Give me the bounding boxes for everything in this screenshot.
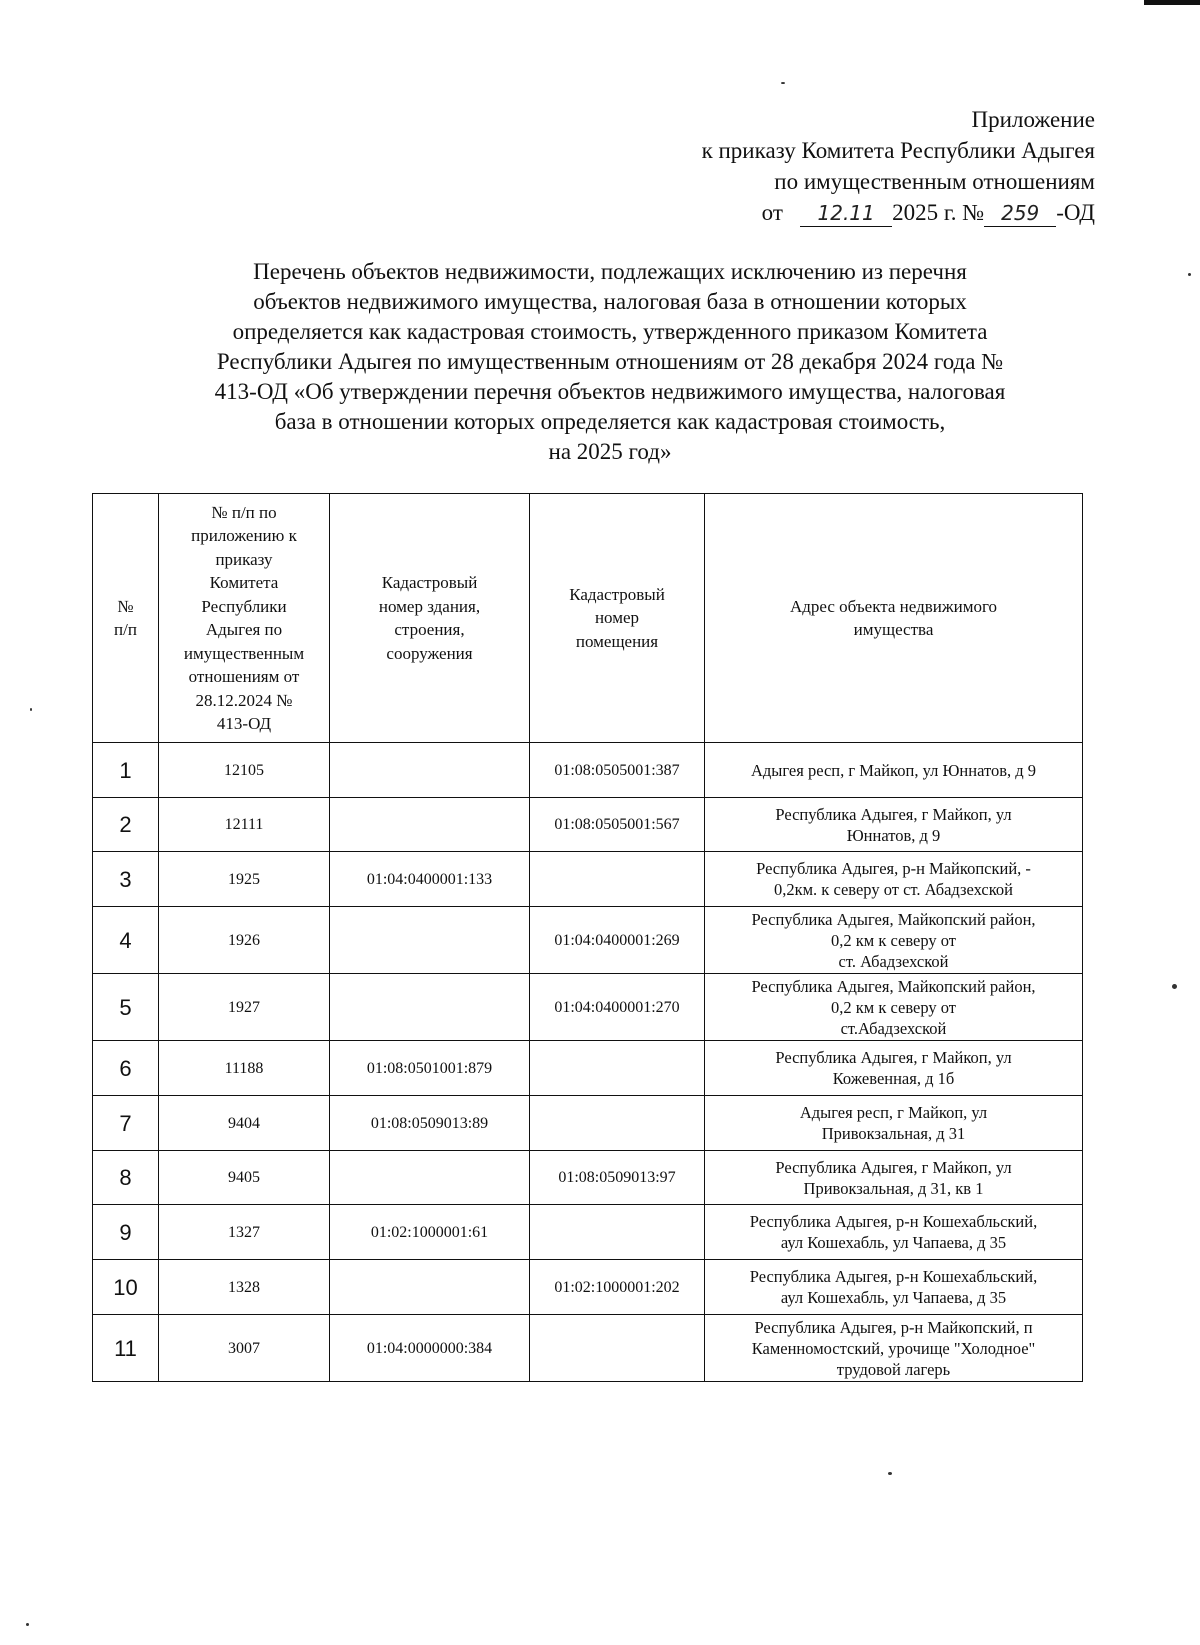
header-appendix-line: приказу (215, 549, 273, 569)
title-line: Республики Адыгея по имущественным отношениям от 28 декабря 2024 года № (216, 349, 1004, 374)
header-address-line: Адрес объекта недвижимого (789, 596, 998, 616)
header-room-line: Кадастровый (569, 584, 665, 604)
title-line: база в отношении которых определяется как кадастровая стоимость, (274, 409, 946, 434)
row-num: 11 (93, 1315, 159, 1382)
table-row (93, 798, 1083, 852)
header-building-cadastral (330, 494, 530, 743)
header-address (705, 494, 1083, 743)
row-num: 5 (93, 974, 159, 1041)
row-building-cadastral (330, 974, 530, 1041)
header-building-line: строения, (394, 620, 465, 639)
row-address-line: аул Кошехабль, ул Чапаева, д 35 (780, 1288, 1007, 1307)
row-room-cadastral: 01:08:0505001:567 (530, 798, 705, 852)
header-room-line: помещения (575, 631, 659, 651)
row-address-line: Республика Адыгея, р-н Кошехабльский, (749, 1267, 1038, 1286)
header-num-line: № (117, 596, 134, 616)
row-room-cadastral: 01:08:0505001:387 (530, 743, 705, 798)
property-registry-table (92, 493, 1083, 1382)
header-num (93, 494, 159, 743)
row-address-line: Республика Адыгея, г Майкоп, ул (775, 804, 1012, 824)
header-address-line: имущества (853, 620, 934, 639)
row-building-cadastral (330, 798, 530, 852)
row-room-cadastral (530, 1205, 705, 1260)
scan-speck (26, 1623, 29, 1626)
row-room-cadastral (530, 1041, 705, 1096)
row-building-cadastral: 01:08:0501001:879 (330, 1041, 530, 1096)
appendix-header-line-3: по имущественным отношениям (774, 169, 1095, 194)
table-row (93, 1315, 1083, 1382)
row-building-cadastral: 01:04:0400001:133 (330, 852, 530, 907)
row-num: 1 (93, 743, 159, 798)
row-address-line: Республика Адыгея, Майкопский район, (751, 909, 1036, 929)
row-num: 4 (93, 907, 159, 974)
row-appendix-num: 3007 (159, 1315, 330, 1382)
table-row (93, 1096, 1083, 1151)
header-appendix-line: имущественным (183, 643, 305, 663)
row-building-cadastral: 01:04:0000000:384 (330, 1315, 530, 1382)
from-label: от (761, 200, 783, 225)
row-num: 9 (93, 1205, 159, 1260)
row-address-line: 0,2 км к северу от (831, 930, 956, 950)
row-appendix-num: 1328 (159, 1260, 330, 1315)
header-building-line: Кадастровый (381, 573, 478, 592)
row-address (705, 1260, 1083, 1315)
row-appendix-num: 11188 (159, 1041, 330, 1096)
table-row (93, 852, 1083, 907)
scan-speck (781, 82, 785, 84)
row-address-line: Юннатов, д 9 (846, 825, 941, 845)
row-appendix-num: 9405 (159, 1151, 330, 1205)
handwritten-order-number: 259 (984, 200, 1056, 227)
row-address-line: 0,2 км к северу от (831, 997, 956, 1017)
row-building-cadastral (330, 1151, 530, 1205)
table-row (93, 743, 1083, 798)
row-address (705, 798, 1083, 852)
appendix-header-line-1: Приложение (971, 107, 1095, 132)
row-building-cadastral (330, 1260, 530, 1315)
row-num: 8 (93, 1151, 159, 1205)
handwritten-date: 12.11 (800, 200, 892, 227)
row-building-cadastral: 01:02:1000001:61 (330, 1205, 530, 1260)
scan-speck (1188, 273, 1191, 276)
row-address-line: Привокзальная, д 31, кв 1 (803, 1178, 984, 1198)
row-address (705, 1041, 1083, 1096)
order-suffix: -ОД (1056, 200, 1095, 225)
header-room-cadastral (530, 494, 705, 743)
row-appendix-num: 1926 (159, 907, 330, 974)
table-row (93, 1041, 1083, 1096)
table-row (93, 974, 1083, 1041)
title-line: на 2025 год» (548, 439, 672, 464)
row-appendix-num: 9404 (159, 1096, 330, 1151)
row-address-line: Республика Адыгея, Майкопский район, (751, 976, 1036, 996)
header-num-line: п/п (114, 620, 137, 639)
scan-speck (30, 708, 32, 711)
row-address-line: Республика Адыгея, р-н Майкопский, - (756, 859, 1031, 878)
row-address (705, 974, 1083, 1041)
table-header-row (93, 494, 1083, 743)
header-building-line: сооружения (386, 643, 473, 663)
row-address-line: Республика Адыгея, г Майкоп, ул (775, 1048, 1012, 1067)
row-address-line: Кожевенная, д 1б (832, 1069, 955, 1088)
row-address-line: Привокзальная, д 31 (821, 1124, 966, 1143)
order-date-line (475, 197, 1095, 228)
row-room-cadastral (530, 1096, 705, 1151)
header-appendix-line: № п/п по (211, 502, 277, 522)
row-appendix-num: 12105 (159, 743, 330, 798)
row-appendix-num: 1925 (159, 852, 330, 907)
header-appendix-line: Республики (201, 596, 287, 616)
row-building-cadastral (330, 907, 530, 974)
title-line: объектов недвижимого имущества, налоговая база в отношении которых (253, 289, 967, 314)
row-address (705, 1096, 1083, 1151)
row-room-cadastral (530, 852, 705, 907)
table-body (93, 743, 1083, 1382)
header-appendix-line: отношениям от (188, 667, 300, 686)
row-address-line: Каменномостский, урочище "Холодное" (751, 1338, 1036, 1358)
row-appendix-num: 1927 (159, 974, 330, 1041)
title-line: Перечень объектов недвижимости, подлежащих исключению из перечня (253, 259, 967, 284)
header-room-line: номер (594, 608, 640, 628)
row-num: 3 (93, 852, 159, 907)
row-address-line: Республика Адыгея, р-н Майкопский, п (754, 1317, 1033, 1337)
row-room-cadastral: 01:04:0400001:269 (530, 907, 705, 974)
title-line: 413-ОД «Об утверждении перечня объектов недвижимого имущества, налоговая (214, 379, 1006, 404)
row-address-line: трудовой лагерь (836, 1359, 951, 1379)
header-appendix-line: Комитета (209, 573, 279, 592)
row-address-line: 0,2км. к северу от ст. Абадзехской (773, 880, 1014, 899)
row-address-line: Республика Адыгея, г Майкоп, ул (775, 1157, 1012, 1177)
header-appendix-line: 28.12.2024 № (195, 690, 293, 710)
header-appendix-num (159, 494, 330, 743)
header-building-line: номер здания, (378, 596, 481, 616)
row-address (705, 1151, 1083, 1205)
row-address-line: Республика Адыгея, р-н Кошехабльский, (749, 1212, 1038, 1231)
scan-speck (1172, 984, 1177, 989)
row-num: 10 (93, 1260, 159, 1315)
scan-speck (888, 1472, 892, 1475)
row-appendix-num: 12111 (159, 798, 330, 852)
table-row (93, 907, 1083, 974)
row-address (705, 1205, 1083, 1260)
row-appendix-num: 1327 (159, 1205, 330, 1260)
table-row (93, 1151, 1083, 1205)
row-address (705, 852, 1083, 907)
row-room-cadastral: 01:08:0509013:97 (530, 1151, 705, 1205)
header-appendix-line: 413-ОД (216, 714, 272, 733)
appendix-header-line-2: к приказу Комитета Республики Адыгея (701, 138, 1095, 163)
row-address-line: ст.Абадзехской (840, 1018, 947, 1038)
title-line: определяется как кадастровая стоимость, утвержденного приказом Комитета (232, 319, 988, 344)
row-building-cadastral (330, 743, 530, 798)
header-appendix-line: приложению к (191, 526, 297, 545)
row-address (705, 907, 1083, 974)
row-num: 2 (93, 798, 159, 852)
scan-edge-mark (1144, 0, 1200, 5)
row-address (705, 1315, 1083, 1382)
row-address (705, 743, 1083, 798)
row-room-cadastral: 01:02:1000001:202 (530, 1260, 705, 1315)
row-address-line: Адыгея респ, г Майкоп, ул Юннатов, д 9 (750, 760, 1037, 780)
row-room-cadastral (530, 1315, 705, 1382)
row-building-cadastral: 01:08:0509013:89 (330, 1096, 530, 1151)
row-room-cadastral: 01:04:0400001:270 (530, 974, 705, 1041)
row-address-line: ст. Абадзехской (838, 951, 949, 971)
table-row (93, 1205, 1083, 1260)
row-num: 7 (93, 1096, 159, 1151)
table-row (93, 1260, 1083, 1315)
row-address-line: Адыгея респ, г Майкоп, ул (799, 1103, 988, 1122)
document-title (150, 257, 1070, 467)
order-year-text: 2025 г. № (892, 200, 985, 225)
appendix-header (475, 104, 1095, 228)
row-address-line: аул Кошехабль, ул Чапаева, д 35 (780, 1233, 1007, 1252)
header-appendix-line: Адыгея по (205, 620, 283, 639)
row-num: 6 (93, 1041, 159, 1096)
